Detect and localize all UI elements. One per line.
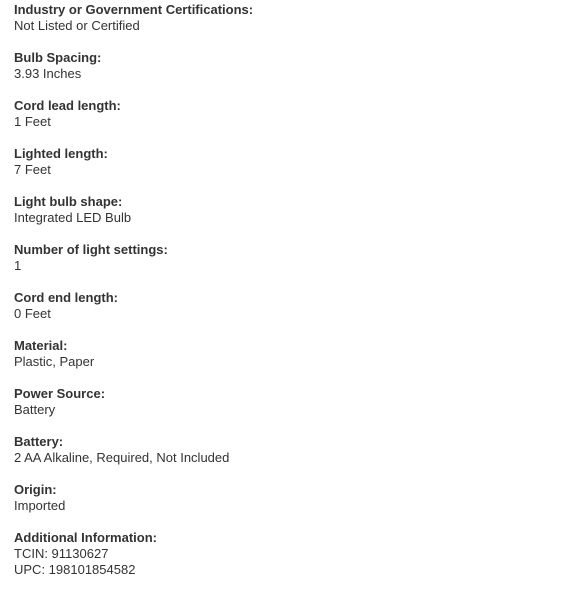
spec-item-bulb-spacing	[14, 50, 566, 82]
spec-value: 1	[14, 258, 22, 273]
spec-item-light-settings	[14, 242, 566, 274]
spec-value-tcin: TCIN: 91130627	[14, 546, 109, 561]
spec-label: Light bulb shape:	[14, 194, 123, 209]
spec-item-certifications	[14, 2, 566, 34]
spec-value: 1 Feet	[14, 114, 51, 129]
spec-value: Not Listed or Certified	[14, 18, 140, 33]
spec-label: Material:	[14, 338, 68, 353]
spec-label: Number of light settings:	[14, 242, 168, 257]
spec-item-light-bulb-shape	[14, 194, 566, 226]
spec-label: Battery:	[14, 434, 64, 449]
spec-item-origin	[14, 482, 566, 514]
spec-label: Cord lead length:	[14, 98, 121, 113]
spec-item-cord-lead-length	[14, 98, 566, 130]
spec-item-additional-information	[14, 530, 566, 578]
spec-value: Imported	[14, 498, 66, 513]
specifications-list	[14, 2, 566, 594]
spec-value: Integrated LED Bulb	[14, 210, 132, 225]
spec-value: 7 Feet	[14, 162, 51, 177]
spec-label: Lighted length:	[14, 146, 108, 161]
spec-item-power-source	[14, 386, 566, 418]
spec-value: Battery	[14, 402, 56, 417]
spec-value: 0 Feet	[14, 306, 51, 321]
spec-label: Industry or Government Certifications:	[14, 2, 254, 17]
spec-label: Origin:	[14, 482, 57, 497]
spec-label: Bulb Spacing:	[14, 50, 102, 65]
spec-label: Additional Information:	[14, 530, 157, 545]
spec-item-lighted-length	[14, 146, 566, 178]
spec-label: Cord end length:	[14, 290, 118, 305]
spec-value: Plastic, Paper	[14, 354, 95, 369]
spec-item-material	[14, 338, 566, 370]
spec-value: 3.93 Inches	[14, 66, 82, 81]
spec-item-cord-end-length	[14, 290, 566, 322]
spec-value: 2 AA Alkaline, Required, Not Included	[14, 450, 230, 465]
spec-label: Power Source:	[14, 386, 106, 401]
spec-value-upc: UPC: 198101854582	[14, 562, 136, 577]
spec-item-battery	[14, 434, 566, 466]
